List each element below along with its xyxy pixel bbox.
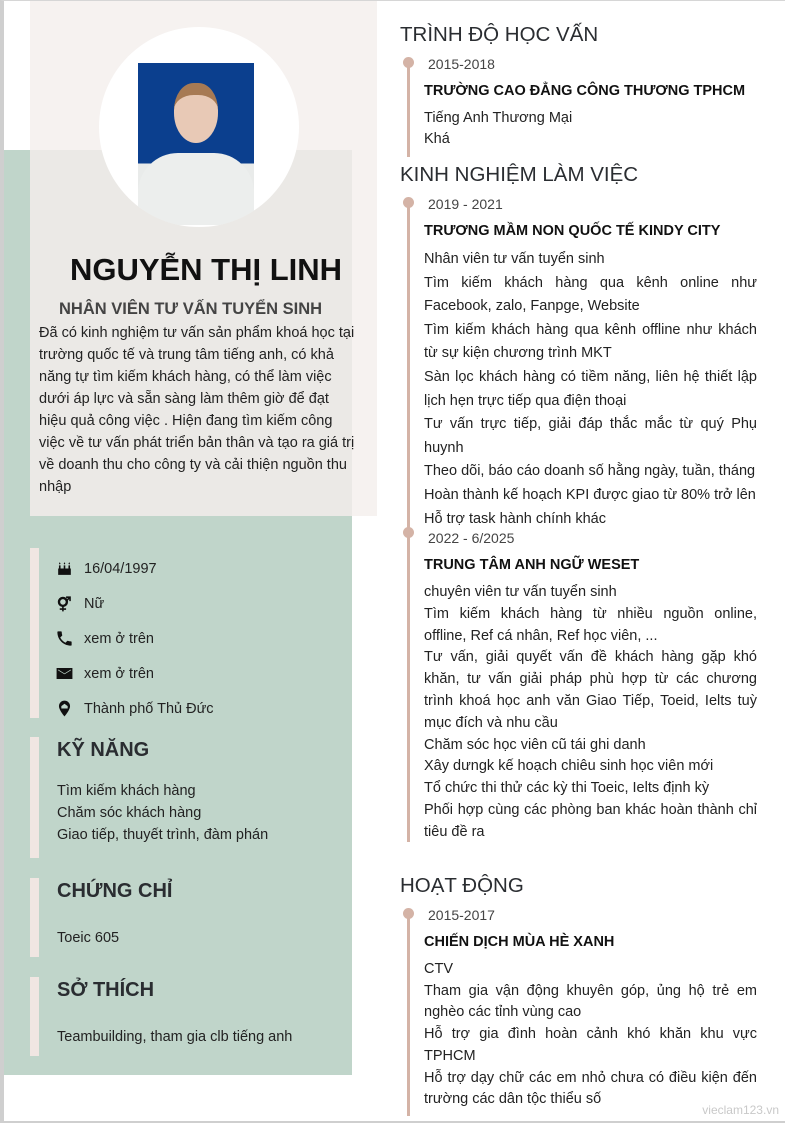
entry-line: Sàn lọc khách hàng có tiềm năng, liên hệ thiết lập lịch hẹn trực tiếp qua điện thoại	[424, 368, 757, 409]
entry-line: Chăm sóc học viên cũ tái ghi danh	[424, 736, 646, 753]
birthday-cake-icon	[55, 559, 74, 578]
activities-timeline	[407, 913, 410, 1116]
hobby-item: Teambuilding, tham gia clb tiếng anh	[57, 1029, 293, 1045]
entry-date: 2019 - 2021	[428, 196, 503, 212]
experience-entry	[424, 529, 757, 844]
experience-entry	[424, 195, 757, 531]
phone-icon	[55, 629, 74, 648]
entry-line: Hoàn thành kế hoạch KPI được giao từ 80% trở lên	[424, 486, 756, 503]
certificates-section	[57, 880, 172, 949]
timeline-dot	[403, 908, 414, 919]
skill-item: Chăm sóc khách hàng	[57, 805, 202, 821]
entry-line: Tìm kiếm khách hàng qua kênh online như Facebook, zalo, Fanpge, Website	[424, 274, 757, 315]
entry-org: TRƯỜNG CAO ĐẲNG CÔNG THƯƠNG TPHCM	[424, 83, 746, 99]
address-value: Thành phố Thủ Đức	[84, 700, 214, 717]
entry-lines	[424, 582, 757, 844]
skill-item: Giao tiếp, thuyết trình, đàm phán	[57, 827, 269, 843]
entry-lines	[424, 248, 757, 531]
avatar-frame	[99, 27, 299, 227]
contact-birthday	[55, 551, 214, 586]
education-timeline	[407, 62, 410, 157]
hobbies-section	[57, 979, 292, 1048]
entry-date: 2015-2017	[428, 907, 495, 923]
entry-line: Hỗ trợ task hành chính khác	[424, 510, 606, 527]
timeline-dot	[403, 57, 414, 68]
certificates-accent-bar	[30, 878, 39, 957]
entry-line: Phối hợp cùng các phòng ban khác hoàn thành chỉ tiêu đề ra	[424, 801, 757, 840]
entry-line: Tham gia vận động khuyên góp, ủng hộ trẻ em nghèo các tỉnh vùng cao	[424, 982, 757, 1021]
contact-gender	[55, 586, 214, 621]
entry-line: chuyên viên tư vấn tuyển sinh	[424, 584, 617, 600]
birthday-value: 16/04/1997	[84, 560, 157, 577]
entry-date: 2022 - 6/2025	[428, 530, 515, 546]
job-title: NHÂN VIÊN TƯ VẤN TUYỂN SINH	[59, 300, 323, 318]
activity-entry	[424, 906, 757, 1111]
entry-line: CTV	[424, 961, 453, 977]
skills-heading: KỸ NĂNG	[57, 739, 150, 761]
entry-line: Tiếng Anh Thương Mại	[424, 110, 573, 126]
entry-line: Hỗ trợ gia đình hoàn cảnh khó khăn khu vực TPHCM	[424, 1026, 757, 1064]
entry-lines	[424, 108, 757, 150]
entry-line: Xây dưngk kế hoạch chiêu sinh học viên mới	[424, 758, 714, 775]
certificate-item: Toeic 605	[57, 930, 120, 946]
experience-timeline	[407, 202, 410, 842]
timeline-dot	[403, 197, 414, 208]
entry-line: Tư vấn, giải quyết vấn đề khách hàng gặp khó khăn, tư vấn giải pháp phù hợp từ các chương trình khoá học anh văn Giao Tiếp, Toeid, Ielts tuỳ mục đích và nhu cầu	[424, 649, 757, 731]
summary-text: Đã có kinh nghiệm tư vấn sản phẩm khoá học tại trường quốc tế và trung tâm tiếng anh, có khả năng tự tìm kiếm khách hàng, có thể làm việc dưới áp lực và sẵn sàng làm thêm giờ để đạt hiệu quả công việc . Hiện đang tìm kiếm công việc về tư vấn phát triển bản thân và tạo ra giá trị về doanh thu cho công ty và cải thiện nguồn thu nhập	[39, 325, 355, 495]
skills-section	[57, 739, 268, 846]
entry-line: Theo dõi, báo cáo doanh số hằng ngày, tuần, tháng	[424, 463, 756, 480]
avatar	[138, 63, 254, 225]
gender-value: Nữ	[84, 595, 105, 612]
location-icon	[55, 699, 74, 718]
gender-icon	[55, 594, 74, 613]
experience-heading: KINH NGHIỆM LÀM VIỆC	[400, 163, 639, 186]
contact-email	[55, 656, 214, 691]
entry-line: Nhân viên tư vấn tuyển sinh	[424, 251, 605, 267]
contact-accent-bar	[30, 548, 39, 718]
entry-line: Khá	[424, 131, 450, 147]
entry-line: Tổ chức thi thử các kỳ thi Toeic, Ielts định kỳ	[424, 780, 710, 797]
entry-org: TRƯƠNG MẦM NON QUỐC TẾ KINDY CITY	[424, 223, 721, 239]
certificates-heading: CHỨNG CHỈ	[57, 880, 173, 902]
skills-accent-bar	[30, 737, 39, 858]
email-icon	[55, 664, 74, 683]
entry-line: Tư vấn trực tiếp, giải đáp thắc mắc từ quý Phụ huynh	[424, 416, 757, 456]
phone-value: xem ở trên	[84, 630, 154, 647]
activities-heading: HOẠT ĐỘNG	[400, 874, 524, 897]
entry-line: Hỗ trợ dạy chữ các em nhỏ chưa có điều kiện đến trường các dân tộc thiểu số	[424, 1069, 757, 1108]
education-heading: TRÌNH ĐỘ HỌC VẤN	[400, 23, 599, 46]
hobbies-heading: SỞ THÍCH	[57, 979, 155, 1001]
full-name: NGUYỄN THỊ LINH	[69, 252, 343, 287]
education-entry	[424, 55, 757, 150]
skill-item: Tìm kiếm khách hàng	[57, 783, 196, 799]
entry-org: TRUNG TÂM ANH NGỮ WESET	[424, 557, 640, 573]
contact-list	[55, 551, 214, 726]
hobbies-accent-bar	[30, 977, 39, 1056]
entry-line: Tìm kiếm khách hàng từ nhiều nguồn online, offline, Ref cá nhân, Ref học viên, ...	[424, 605, 757, 644]
contact-address	[55, 691, 214, 726]
entry-date: 2015-2018	[428, 56, 495, 72]
entry-org: CHIẾN DỊCH MÙA HÈ XANH	[424, 934, 615, 950]
entry-line: Tìm kiếm khách hàng qua kênh offline như khách từ sự kiện chương trình MKT	[424, 321, 757, 362]
email-value: xem ở trên	[84, 665, 154, 682]
watermark: vieclam123.vn	[702, 1103, 779, 1117]
timeline-dot	[403, 527, 414, 538]
contact-phone	[55, 621, 214, 656]
entry-lines	[424, 959, 757, 1111]
